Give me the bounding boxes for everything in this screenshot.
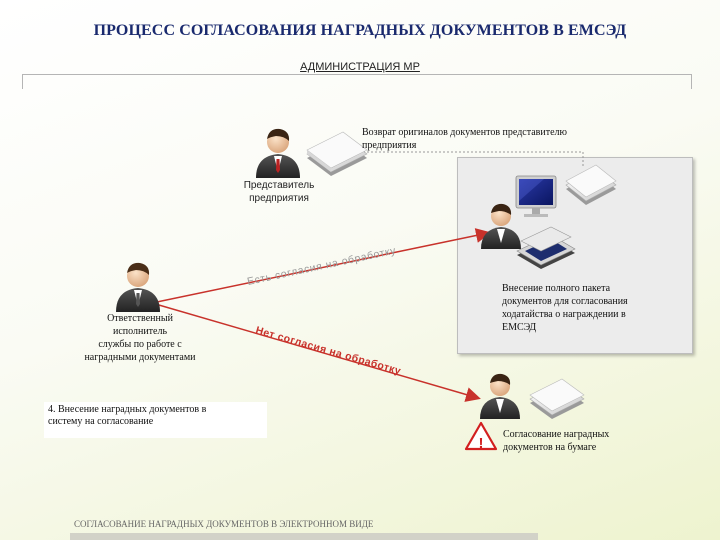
step4-box <box>44 402 267 438</box>
return-dotted-line <box>363 152 583 168</box>
monitor-icon <box>516 176 556 217</box>
responsible-label <box>60 312 220 364</box>
return-text-line: Возврат оригиналов документов представителю <box>362 127 567 138</box>
warning-symbol: ! <box>478 435 484 452</box>
scanner-icon <box>517 227 575 269</box>
person-responsible-icon <box>116 263 160 312</box>
responsible-label-line: исполнитель <box>112 326 168 337</box>
responsible-label-line: Ответственный <box>107 313 173 324</box>
disagree-label: Нет согласия на обработку <box>254 324 403 378</box>
panel-description-line: ходатайства о награждении в <box>502 309 626 320</box>
person-operator-icon <box>481 204 521 249</box>
page-title: ПРОЦЕСС СОГЛАСОВАНИЯ НАГРАДНЫХ ДОКУМЕНТОВ В ЕМСЭД <box>93 22 627 39</box>
return-text <box>362 126 642 152</box>
panel-description-line: Внесение полного пакета <box>502 283 611 294</box>
person-representative-icon <box>256 129 300 178</box>
panel-description <box>502 282 690 334</box>
panel-description-line: ЕМСЭД <box>502 322 537 333</box>
responsible-label-line: наградными документами <box>84 352 196 363</box>
documents-stack-paper-icon <box>530 379 584 419</box>
agree-label: Есть согласия на обработку <box>246 244 398 288</box>
paper-approval-line: Согласование наградных <box>503 429 610 440</box>
footer-caption: СОГЛАСОВАНИЕ НАГРАДНЫХ ДОКУМЕНТОВ В ЭЛЕКТРОННОМ ВИДЕ <box>74 519 374 529</box>
documents-stack-panel-icon <box>566 165 616 205</box>
representative-label <box>220 179 338 205</box>
representative-label-line: предприятия <box>249 193 309 204</box>
person-paper-icon <box>480 374 520 419</box>
panel-description-line: документов для согласования <box>502 296 628 307</box>
responsible-label-line: службы по работе с <box>98 339 182 350</box>
documents-stack-icon <box>307 132 367 176</box>
admin-label: АДМИНИСТРАЦИЯ МР <box>300 61 420 73</box>
step4-line: 4. Внесение наградных документов в <box>48 404 207 415</box>
footer-bar <box>70 533 538 540</box>
paper-approval-label <box>503 428 683 454</box>
representative-label-line: Представитель <box>243 180 315 191</box>
paper-approval-line: документов на бумаге <box>503 442 597 453</box>
step4-line: систему на согласование <box>48 416 154 427</box>
return-text-line: предприятия <box>362 140 417 151</box>
